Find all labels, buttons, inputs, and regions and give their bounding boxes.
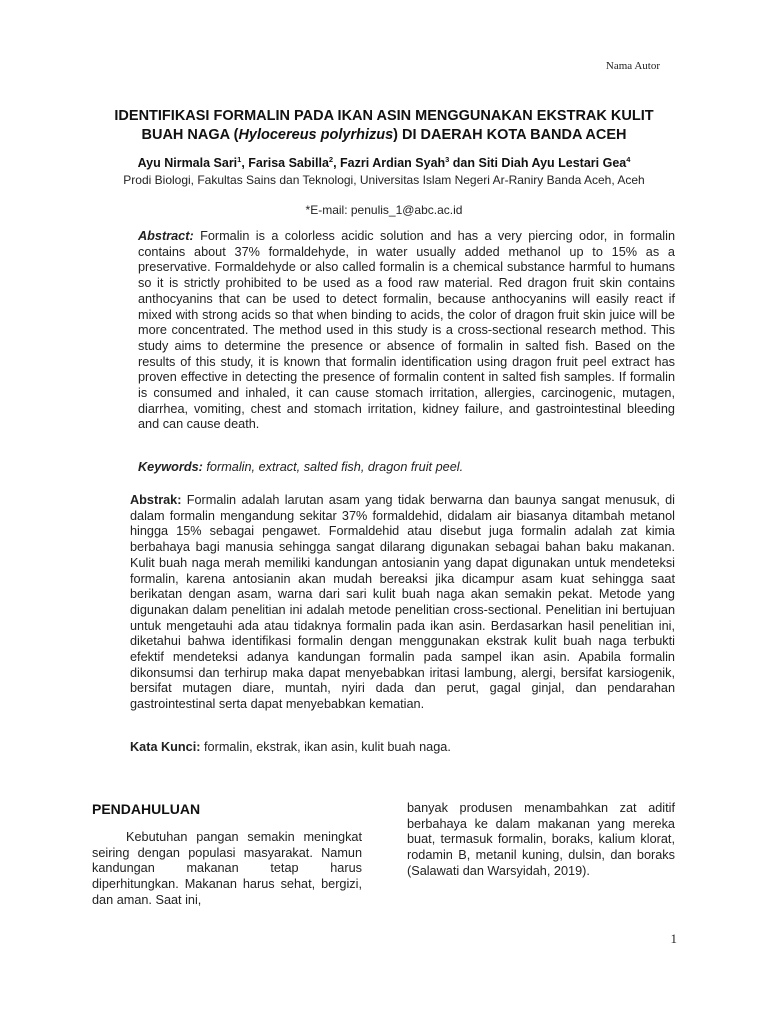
abstract-english — [138, 229, 675, 433]
author-affil-sup: 1 — [237, 155, 242, 164]
title-line2-pre: BUAH NAGA ( — [141, 127, 239, 143]
author-separator: , — [333, 156, 341, 171]
author-affiliation: Prodi Biologi, Fakultas Sains dan Teknologi, Universitas Islam Negeri Ar-Raniry Banda Aceh, Aceh — [123, 173, 645, 187]
abstract-english-label: Abstract: — [138, 229, 194, 243]
author-name: Farisa Sabilla — [248, 156, 329, 171]
section-heading-introduction: PENDAHULUAN — [92, 801, 201, 817]
author-list — [60, 155, 708, 170]
corresponding-email: *E-mail: penulis_1@abc.ac.id — [305, 203, 463, 217]
title-line2-post: ) DI DAERAH KOTA BANDA ACEH — [393, 127, 627, 143]
keywords-english-text: formalin, extract, salted fish, dragon fruit peel. — [202, 460, 464, 474]
abstract-english-text: Formalin is a colorless acidic solution and has a very piercing odor, in formalin contains about 37% formaldehyde, in water usually added methanol up to 15% as a preservative. Formaldehyde or also called formalin is a chemical substance harmful to humans so it is strictly prohibited to be used as a food raw material. Red dragon fruit skin contains anthocyanins that can be used to detect formalin, because anthocyanins will easily react if mixed with strong acids so that when binding to acids, the color of dragon fruit skin juice will be more concentrated. The method used in this study is a cross-sectional research method. This study aims to determine the presence or absence of formalin in salted fish. Based on the results of this study, it is known that formalin identification using dragon fruit peel extract has proven effective in detecting the presence of formalin content in salted fish samples. If formalin is consumed and inhaled, it can cause stomach irritation, allergies, carcinogenic, mutagen, diarrhea, vomiting, chest and stomach irritation, kidney failure, and gastrointestinal bleeding and can cause death. — [138, 229, 675, 432]
paper-title — [60, 107, 708, 145]
keywords-english — [138, 460, 675, 476]
abstract-indonesian — [130, 493, 675, 713]
keywords-indonesian-text: formalin, ekstrak, ikan asin, kulit buah naga. — [200, 740, 451, 754]
species-name: Hylocereus polyrhizus — [238, 127, 394, 143]
page-number: 1 — [670, 931, 677, 946]
author-name: Siti Diah Ayu Lestari Gea — [478, 156, 627, 171]
abstract-indonesian-label: Abstrak: — [130, 493, 182, 507]
author-affil-sup: 3 — [445, 155, 450, 164]
author-separator: , — [241, 156, 249, 171]
author-affil-sup: 4 — [626, 155, 631, 164]
author-separator: dan — [449, 156, 479, 171]
body-column-right: banyak produsen menambahkan zat aditif berbahaya ke dalam makanan yang mereka buat, termasuk formalin, boraks, kalium klorat, rodamin B, metanil kuning, dulsin, dan boraks (Salawati dan Warsyidah, 2019). — [407, 801, 675, 878]
abstract-indonesian-text: Formalin adalah larutan asam yang tidak berwarna dan baunya sangat menusuk, di dalam formalin mengandung sekitar 37% formaldehid, didalam air biasanya ditambah metanol hingga 15% sebagai pengawet. Formaldehid atau disebut juga formalin adalah zat kimia berbahaya bagi manusia sehingga sangat dilarang digunakan sebagai bahan baku makanan. Kulit buah naga merah memiliki kandungan antosianin yang dapat digunakan untuk mendeteksi formalin, karena antosianin akan mudah bereaksi jika dicampur asam kuat sehingga saat berikatan dengan asam, warna dari sari kulit buah naga akan semakin pekat. Metode yang digunakan dalam penelitian ini adalah metode penelitian cross-sectional. Penelitian ini bertujuan untuk mengetauhi ada atau tidaknya formalin pada ikan asin. Berdasarkan hasil penelitian ini, diketahui bahwa identifikasi formalin dengan menggunakan ekstrak kulit buah naga terbukti efektif mendeteksi adanya kandungan formalin pada sampel ikan asin. Apabila formalin dikonsumsi dan terhirup maka dapat menyebabkan iritasi lambung, alergi, bersifat karsiogenik, bersifat mutagen diare, muntah, nyiri dada dan perut, gagal ginjal, dan pendarahan gastrointestinal serta dapat menyebabkan kematian. — [130, 493, 675, 712]
keywords-indonesian — [130, 740, 675, 756]
author-name: Ayu Nirmala Sari — [137, 156, 238, 171]
author-affil-sup: 2 — [328, 155, 334, 164]
running-header-author: Nama Autor — [605, 60, 660, 72]
paper-title-line1: IDENTIFIKASI FORMALIN PADA IKAN ASIN MENGGUNAKAN EKSTRAK KULIT — [114, 108, 654, 124]
paper-title-line2 — [60, 126, 708, 145]
keywords-english-label: Keywords: — [138, 460, 203, 474]
keywords-indonesian-label: Kata Kunci: — [130, 740, 201, 754]
author-name: Fazri Ardian Syah — [340, 156, 446, 171]
body-column-left: Kebutuhan pangan semakin meningkat seiring dengan populasi masyarakat. Namun kandungan makanan tetap harus diperhitungkan. Makanan harus sehat, bergizi, dan aman. Saat ini, — [92, 830, 362, 907]
